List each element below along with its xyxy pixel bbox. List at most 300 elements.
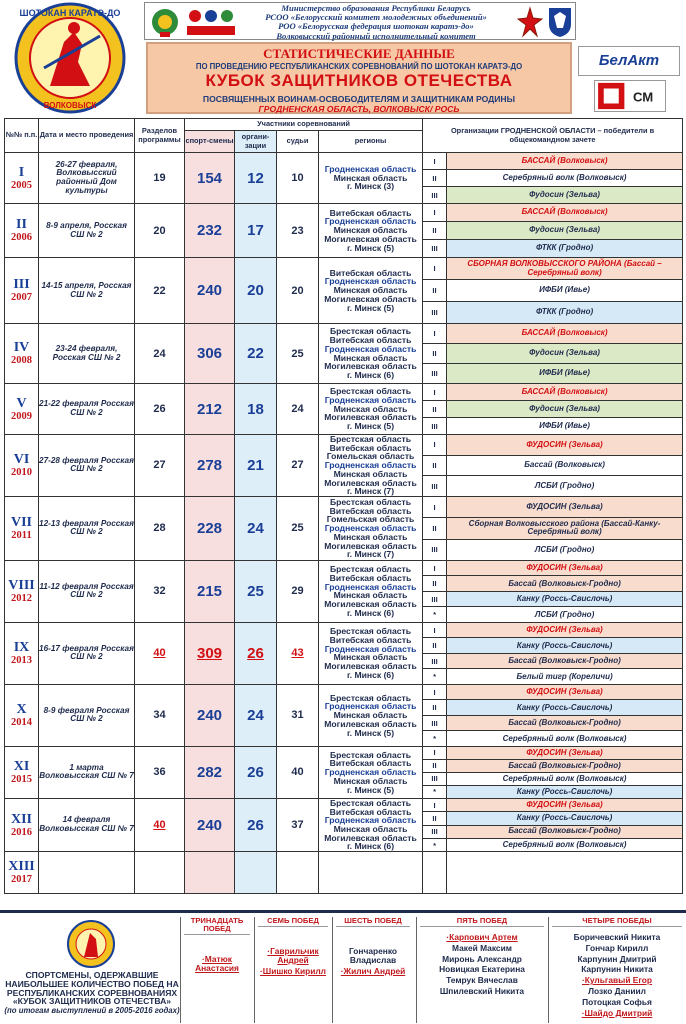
region-item: Минская область xyxy=(333,824,408,835)
region-item: Гродненская область xyxy=(324,163,417,174)
regions-cell xyxy=(319,384,423,435)
winner-place: II xyxy=(423,700,447,716)
region-item: Гродненская область xyxy=(324,643,417,654)
edition-year: 2012 xyxy=(11,592,32,604)
athlete-name: Карпунин Никита xyxy=(581,964,653,975)
edition-number: IX xyxy=(13,639,30,655)
winner-place: * xyxy=(423,731,447,747)
region-item: Брестская область xyxy=(329,326,412,337)
winner-place: II xyxy=(423,638,447,654)
region-item: Гродненская область xyxy=(324,460,417,471)
organizations-cell: 26 xyxy=(235,746,277,798)
winner-place: II xyxy=(423,280,447,302)
sections-cell: 40 xyxy=(135,798,185,851)
edition-cell xyxy=(5,560,39,622)
col-header-judges: судьи xyxy=(277,131,319,153)
organizations-cell: 22 xyxy=(235,324,277,384)
athletes-cell: 215 xyxy=(185,560,235,622)
edition-number: IV xyxy=(13,340,30,355)
athletes-cell: 278 xyxy=(185,435,235,497)
winner-team: Белый тигр (Кореличи) xyxy=(447,669,683,685)
region-item: г. Минск (5) xyxy=(346,242,395,253)
winner-place: I xyxy=(423,204,447,222)
table-row xyxy=(5,435,683,456)
belarus-emblem-icon xyxy=(151,6,179,38)
region-item: г. Минск (6) xyxy=(346,607,395,618)
region-item: Гродненская область xyxy=(324,581,417,592)
winner-place xyxy=(423,852,447,894)
judges-cell: 24 xyxy=(277,384,319,435)
date-place-cell: 8-9 апреля, Росская СШ № 2 xyxy=(39,204,135,258)
winner-place: II xyxy=(423,222,447,240)
winner-place: II xyxy=(423,455,447,476)
organizations-cell: 17 xyxy=(235,204,277,258)
region-item: Минская область xyxy=(333,590,408,601)
regions-cell xyxy=(319,852,423,894)
region-item: Гомельская область xyxy=(326,451,415,462)
region-item: Гродненская область xyxy=(324,276,417,287)
regions-cell xyxy=(319,435,423,497)
winner-team: БАССАЙ (Волковыск) xyxy=(447,384,683,401)
winner-team: ИФБИ (Ивье) xyxy=(447,280,683,302)
edition-number: VI xyxy=(13,451,30,467)
svg-text:ВОЛКОВЫСК: ВОЛКОВЫСК xyxy=(43,101,97,110)
edition-year: 2010 xyxy=(11,466,32,478)
judges-cell: 25 xyxy=(277,324,319,384)
edition-year: 2005 xyxy=(11,179,32,191)
region-item: Брестская область xyxy=(329,434,412,445)
judges-cell: 43 xyxy=(277,622,319,684)
table-row xyxy=(5,684,683,700)
edition-cell xyxy=(5,435,39,497)
winner-place: * xyxy=(423,607,447,623)
table-row xyxy=(5,384,683,401)
region-coat-of-arms-icon xyxy=(547,6,573,38)
date-place-cell: 27-28 февраля Росская СШ № 2 xyxy=(39,435,135,497)
region-item: Могилевская область xyxy=(324,718,417,729)
region-item: Минская область xyxy=(333,225,408,236)
winner-place: I xyxy=(423,435,447,456)
winner-team: ФУДОСИН (Зельва) xyxy=(447,746,683,759)
winner-place: I xyxy=(423,622,447,638)
region-item: Гомельская область xyxy=(326,514,415,525)
table-row xyxy=(5,798,683,811)
winner-team: Фудосин (Зельва) xyxy=(447,187,683,204)
title-box xyxy=(146,42,572,114)
date-place-cell: 11-12 февраля Росская СШ № 2 xyxy=(39,560,135,622)
organizations-cell: 20 xyxy=(235,258,277,324)
winner-place: III xyxy=(423,772,447,785)
winner-place: III xyxy=(423,187,447,204)
region-item: г. Минск (5) xyxy=(346,302,395,313)
region-item: Могилевская область xyxy=(324,361,417,372)
sections-cell: 34 xyxy=(135,684,185,746)
title-statistics: СТАТИСТИЧЕСКИЕ ДАННЫЕ xyxy=(263,46,455,61)
region-item: Минская область xyxy=(333,652,408,663)
organizations-cell: 18 xyxy=(235,384,277,435)
table-row xyxy=(5,496,683,517)
date-place-cell xyxy=(39,852,135,894)
footer-column-divider xyxy=(548,917,549,1023)
edition-year: 2011 xyxy=(11,529,32,541)
athletes-cell: 154 xyxy=(185,153,235,204)
table-row xyxy=(5,852,683,894)
region-item: Витебская область xyxy=(329,758,412,769)
edition-number: VII xyxy=(10,514,32,530)
region-item: Могилевская область xyxy=(324,540,417,551)
winner-place: I xyxy=(423,153,447,170)
sections-cell: 22 xyxy=(135,258,185,324)
table-row xyxy=(5,153,683,170)
region-item: Гродненская область xyxy=(324,216,417,227)
table-row xyxy=(5,324,683,344)
footer-wins-column xyxy=(184,917,250,973)
edition-number: X xyxy=(16,701,27,717)
athlete-name: Новицкая Екатерина xyxy=(439,964,525,975)
regions-cell xyxy=(319,496,423,560)
regions-cell xyxy=(319,684,423,746)
region-item: Брестская область xyxy=(329,626,412,637)
winner-team: ИФБИ (Ивье) xyxy=(447,418,683,435)
winner-team: Фудосин (Зельва) xyxy=(447,344,683,364)
region-item: Брестская область xyxy=(329,564,412,575)
athletes-cell: 306 xyxy=(185,324,235,384)
region-item: г. Минск (6) xyxy=(346,841,395,852)
winner-place: I xyxy=(423,798,447,811)
winner-team: Фудосин (Зельва) xyxy=(447,222,683,240)
region-item: Брестская область xyxy=(329,692,412,703)
footer-wins-column xyxy=(258,917,328,975)
organizations-cell: 12 xyxy=(235,153,277,204)
judges-cell xyxy=(277,852,319,894)
svg-text:СМ: СМ xyxy=(633,89,654,105)
winner-place: I xyxy=(423,496,447,517)
region-item: Минская область xyxy=(333,285,408,296)
sponsor-km-logo xyxy=(594,80,666,112)
athletes-cell: 212 xyxy=(185,384,235,435)
col-header-athletes: спорт-смены xyxy=(185,131,235,153)
athlete-name: Карпунин Дмитрий xyxy=(577,953,657,964)
winner-team: Бассай (Волковыск-Гродно) xyxy=(447,759,683,772)
regions-cell xyxy=(319,204,423,258)
footer-wins-heading: ЧЕТЫРЕ ПОБЕДЫ xyxy=(552,917,682,927)
footer-wins-column xyxy=(552,917,682,1017)
date-place-cell: 12-13 февраля Росская СШ № 2 xyxy=(39,496,135,560)
winner-place: III xyxy=(423,715,447,731)
col-header-winners: Организации ГРОДНЕНСКОЙ ОБЛАСТИ – победители в общекомандном зачете xyxy=(423,119,683,153)
edition-cell xyxy=(5,798,39,851)
sections-cell: 19 xyxy=(135,153,185,204)
edition-cell xyxy=(5,204,39,258)
region-item: Могилевская область xyxy=(324,832,417,843)
judges-cell: 25 xyxy=(277,496,319,560)
regions-cell xyxy=(319,153,423,204)
edition-number: V xyxy=(16,395,27,411)
footer-column-divider xyxy=(254,917,255,1023)
edition-number: XII xyxy=(10,811,32,827)
winner-team: ИФБИ (Ивье) xyxy=(447,364,683,384)
edition-year: 2017 xyxy=(11,874,32,886)
winner-team: ФУДОСИН (Зельва) xyxy=(447,684,683,700)
karate-club-logo xyxy=(4,2,136,114)
region-item: Могилевская область xyxy=(324,412,417,423)
judges-cell: 31 xyxy=(277,684,319,746)
regions-cell xyxy=(319,746,423,798)
date-place-cell: 1 марта Волковысская СШ № 7 xyxy=(39,746,135,798)
region-item: Минская область xyxy=(333,775,408,786)
region-item: Минская область xyxy=(333,531,408,542)
winner-team: Бассай (Волковыск-Гродно) xyxy=(447,653,683,669)
region-item: Гродненская область xyxy=(324,701,417,712)
region-item: Витебская область xyxy=(329,207,412,218)
winner-team: Сборная Волковысского района (Бассай-Канку-Серебряный волк) xyxy=(447,518,683,539)
edition-year: 2014 xyxy=(11,716,32,728)
winner-team: Серебряный волк (Волковыск) xyxy=(447,170,683,187)
edition-number: I xyxy=(18,164,25,180)
footer-wins-heading: ТРИНАДЦАТЬ ПОБЕД xyxy=(184,917,250,935)
winner-place: II xyxy=(423,812,447,825)
region-item: г. Минск (5) xyxy=(346,727,395,738)
athletes-cell: 228 xyxy=(185,496,235,560)
title-dedication: ПОСВЯЩЕННЫХ ВОИНАМ-ОСВОБОДИТЕЛЯМ И ЗАЩИТНИКАМ РОДИНЫ xyxy=(202,94,516,104)
date-place-cell: 21-22 февраля Росская СШ № 2 xyxy=(39,384,135,435)
table-row xyxy=(5,204,683,222)
organizations-cell: 26 xyxy=(235,622,277,684)
edition-cell xyxy=(5,496,39,560)
winner-team: ФУДОСИН (Зельва) xyxy=(447,560,683,576)
region-item: Гродненская область xyxy=(324,815,417,826)
winner-team: ФУДОСИН (Зельва) xyxy=(447,435,683,456)
footer-top-athletes xyxy=(0,910,686,1024)
sections-cell: 40 xyxy=(135,622,185,684)
winner-place: II xyxy=(423,170,447,187)
athlete-name: Потоцкая Софья xyxy=(582,996,652,1007)
footer-column-divider xyxy=(416,917,417,1023)
edition-year: 2015 xyxy=(11,773,32,785)
edition-year: 2007 xyxy=(11,292,32,303)
winner-place: II xyxy=(423,344,447,364)
winner-team: Канку (Россь-Свислочь) xyxy=(447,591,683,607)
sections-cell: 27 xyxy=(135,435,185,497)
region-item: Минская область xyxy=(333,403,408,414)
judges-cell: 29 xyxy=(277,560,319,622)
sections-cell: 32 xyxy=(135,560,185,622)
athlete-name: ·Карпович Артем xyxy=(446,932,518,942)
winner-team: Фудосин (Зельва) xyxy=(447,401,683,418)
edition-number: XIII xyxy=(8,859,35,875)
footer-wins-heading: ШЕСТЬ ПОБЕД xyxy=(336,917,410,927)
judges-cell: 40 xyxy=(277,746,319,798)
winner-team: ЛСБИ (Гродно) xyxy=(447,539,683,560)
table-row xyxy=(5,560,683,576)
athletes-cell: 282 xyxy=(185,746,235,798)
judges-cell: 23 xyxy=(277,204,319,258)
col-header-date: Дата и место проведения xyxy=(39,119,135,153)
winner-place: I xyxy=(423,258,447,280)
athlete-name: ·Матюк Анастасия xyxy=(195,954,239,973)
winner-place: I xyxy=(423,384,447,401)
athlete-name: Шпилевский Никита xyxy=(439,985,525,996)
edition-year: 2006 xyxy=(11,232,32,243)
region-item: Гродненская область xyxy=(324,394,417,405)
sections-cell: 28 xyxy=(135,496,185,560)
footer-left xyxy=(4,919,180,1023)
athletes-cell: 240 xyxy=(185,798,235,851)
footer-caption: СПОРТСМЕНЫ, ОДЕРЖАВШИЕ НАИБОЛЬШЕЕ КОЛИЧЕСТВО ПОБЕД НА РЕСПУБЛИКАНСКИХ СОРЕВНОВАНИЯХ «КУБОК ЗАЩИТНИКОВ ОТЕЧЕСТВА» (по итогам выступлений в 2005-2016 годах) xyxy=(4,970,180,1016)
edition-cell xyxy=(5,258,39,324)
winner-team: ФУДОСИН (Зельва) xyxy=(447,622,683,638)
organizers-box xyxy=(144,2,576,40)
judges-cell: 27 xyxy=(277,435,319,497)
winner-place: III xyxy=(423,539,447,560)
order-star-icon xyxy=(517,6,543,38)
athlete-name: ·Шишко Кирилл xyxy=(259,965,327,976)
sections-cell: 26 xyxy=(135,384,185,435)
edition-year: 2016 xyxy=(11,826,32,838)
date-place-cell: 14-15 апреля, Росская СШ № 2 xyxy=(39,258,135,324)
winner-team: Бассай (Волковыск-Гродно) xyxy=(447,825,683,838)
region-item: Минская область xyxy=(333,468,408,479)
winner-place: III xyxy=(423,240,447,258)
region-item: Витебская область xyxy=(329,505,412,516)
winner-place: III xyxy=(423,302,447,324)
winner-team: Бассай (Волковыск-Гродно) xyxy=(447,715,683,731)
sections-cell: 36 xyxy=(135,746,185,798)
regions-cell xyxy=(319,560,423,622)
date-place-cell: 8-9 февраля Росская СШ № 2 xyxy=(39,684,135,746)
edition-number: VIII xyxy=(8,577,35,593)
col-header-number: №№ п.п. xyxy=(5,119,39,153)
winner-team: БАССАЙ (Волковыск) xyxy=(447,204,683,222)
winner-team: Серебряный волк (Волковыск) xyxy=(447,838,683,851)
region-item: Витебская область xyxy=(329,267,412,278)
edition-cell xyxy=(5,622,39,684)
edition-cell xyxy=(5,746,39,798)
edition-cell xyxy=(5,324,39,384)
athlete-name: Макей Максим xyxy=(452,942,512,953)
header xyxy=(0,0,686,116)
date-place-cell: 16-17 февраля Росская СШ № 2 xyxy=(39,622,135,684)
footer-wins-column xyxy=(336,917,410,975)
athlete-name: Боричевский Никита xyxy=(573,932,661,942)
footer-wins-heading: ПЯТЬ ПОБЕД xyxy=(420,917,544,927)
winner-team: Канку (Россь-Свислочь) xyxy=(447,700,683,716)
winner-place: * xyxy=(423,838,447,851)
edition-cell xyxy=(5,384,39,435)
winner-team: Бассай (Волковыск) xyxy=(447,455,683,476)
sections-cell: 24 xyxy=(135,324,185,384)
edition-year: 2009 xyxy=(11,410,32,422)
footer-wins-heading: СЕМЬ ПОБЕД xyxy=(258,917,328,927)
athlete-name: Темрук Вячеслав xyxy=(446,975,518,986)
region-item: Брестская область xyxy=(329,497,412,507)
winner-team: ЛСБИ (Гродно) xyxy=(447,607,683,623)
col-header-participants: Участники соревнований xyxy=(185,119,423,131)
organizations-cell: 26 xyxy=(235,798,277,851)
table-row xyxy=(5,258,683,280)
winner-team xyxy=(447,852,683,894)
athlete-name: Миронь Александр xyxy=(442,953,522,964)
athlete-name: Гончар Кирилл xyxy=(585,942,649,953)
region-item: г. Минск (5) xyxy=(346,784,395,795)
region-item: г. Минск (5) xyxy=(346,421,395,432)
athletes-cell: 309 xyxy=(185,622,235,684)
region-item: г. Минск (7) xyxy=(346,549,395,560)
edition-cell xyxy=(5,852,39,894)
sponsor-belakt-logo: БелАкт xyxy=(578,46,680,76)
winner-team: ЛСБИ (Гродно) xyxy=(447,476,683,497)
winner-place: II xyxy=(423,759,447,772)
date-place-cell: 14 февраля Волковысская СШ № 7 xyxy=(39,798,135,851)
winner-place: III xyxy=(423,364,447,384)
winner-place: III xyxy=(423,476,447,497)
region-item: Витебская область xyxy=(329,806,412,817)
footer-column-divider xyxy=(332,917,333,1023)
region-item: г. Минск (6) xyxy=(346,669,395,680)
athletes-cell: 240 xyxy=(185,684,235,746)
regions-cell xyxy=(319,798,423,851)
svg-text:ШОТОКАН КАРАТЭ-ДО: ШОТОКАН КАРАТЭ-ДО xyxy=(19,8,121,18)
region-item: Витебская область xyxy=(329,573,412,584)
region-item: г. Минск (6) xyxy=(346,369,395,380)
region-item: Гродненская область xyxy=(324,767,417,778)
region-item: Витебская область xyxy=(329,635,412,646)
athletes-cell xyxy=(185,852,235,894)
winner-team: БАССАЙ (Волковыск) xyxy=(447,324,683,344)
winner-place: III xyxy=(423,653,447,669)
winner-team: Серебряный волк (Волковыск) xyxy=(447,731,683,747)
edition-year: 2013 xyxy=(11,654,32,666)
winner-place: * xyxy=(423,785,447,798)
region-item: Витебская область xyxy=(329,442,412,453)
region-item: Могилевская область xyxy=(324,477,417,488)
winner-team: ФТКК (Гродно) xyxy=(447,240,683,258)
region-item: Минская область xyxy=(333,172,408,183)
regions-cell xyxy=(319,622,423,684)
region-item: Гродненская область xyxy=(324,523,417,534)
table-row xyxy=(5,622,683,638)
date-place-cell: 26-27 февраля, Волковысский районный Дом культуры xyxy=(39,153,135,204)
winner-place: I xyxy=(423,746,447,759)
edition-year: 2008 xyxy=(11,355,32,366)
date-place-cell: 23-24 февраля, Росская СШ № 2 xyxy=(39,324,135,384)
winner-team: ФТКК (Гродно) xyxy=(447,302,683,324)
athlete-name: Лозко Даниил xyxy=(588,985,646,996)
judges-cell: 10 xyxy=(277,153,319,204)
youth-committee-icon xyxy=(185,6,237,38)
edition-number: III xyxy=(13,277,30,292)
region-item: Брестская область xyxy=(329,749,412,760)
athlete-name: Гончаренко Владислав xyxy=(348,946,398,965)
winner-place: I xyxy=(423,684,447,700)
edition-cell xyxy=(5,153,39,204)
sections-cell: 20 xyxy=(135,204,185,258)
winner-place: I xyxy=(423,560,447,576)
winner-place: II xyxy=(423,576,447,592)
organizations-cell: 24 xyxy=(235,684,277,746)
athletes-cell: 240 xyxy=(185,258,235,324)
winner-place: * xyxy=(423,669,447,685)
organizers-text: Министерство образования Республики Беларусь РСОО «Белорусский комитет молодежных объединений» РОО «Белорусская федерация шотокан каратэ-до» Волковысский районный исполнительный комитет xyxy=(265,3,487,41)
footer-column-divider xyxy=(180,917,181,1023)
footer-wins-column xyxy=(420,917,544,996)
winner-team: БАССАЙ (Волковыск) xyxy=(447,153,683,170)
edition-cell xyxy=(5,684,39,746)
winner-team: Серебряный волк (Волковыск) xyxy=(447,772,683,785)
sections-cell xyxy=(135,852,185,894)
winner-place: III xyxy=(423,591,447,607)
title-place: ГРОДНЕНСКАЯ ОБЛАСТЬ, ВОЛКОВЫСК/ РОСЬ xyxy=(258,104,460,114)
